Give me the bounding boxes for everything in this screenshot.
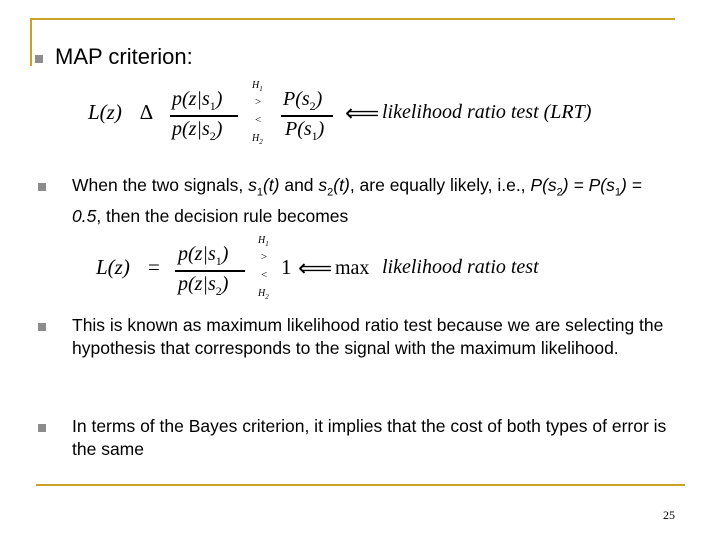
eq1-def-symbol: ∆	[140, 100, 153, 124]
top-border-line	[30, 18, 675, 20]
eq2-gt-symbol: >	[261, 251, 268, 263]
eq1-lt-symbol: <	[255, 114, 262, 126]
eq1-fraction-line-left	[170, 115, 238, 117]
eq1-left-arrow: ⟸	[345, 101, 380, 127]
eq1-lhs: L(z)	[88, 100, 122, 124]
eq1-hyp-top: $H_1$	[252, 80, 263, 93]
eq1-num-right: $P(s_2)$	[283, 88, 323, 113]
left-border-line	[30, 18, 32, 66]
eq2-hyp-bottom: $H_2$	[258, 288, 269, 301]
slide-title: MAP criterion:	[55, 44, 193, 69]
eq1-den-right: $P(s_1)$	[285, 118, 325, 143]
eq2-lhs: L(z)	[96, 255, 130, 279]
eq2-left-arrow: ⟸	[298, 256, 333, 282]
eq2-label: likelihood ratio test	[382, 256, 539, 278]
eq1-gt-symbol: >	[255, 96, 262, 108]
page-number: 25	[663, 508, 675, 522]
paragraph-max-likelihood: This is known as maximum likelihood ratio test because we are selecting the hypothesis that corresponds to the signal with the maximum likelihood.	[72, 315, 664, 358]
eq2-max: max	[335, 257, 370, 279]
eq2-equals: =	[148, 255, 160, 279]
bullet-icon	[35, 55, 43, 63]
paragraph-bayes-criterion: In terms of the Bayes criterion, it implies that the cost of both types of error is the same	[72, 416, 667, 459]
bullet-icon	[38, 424, 46, 432]
paragraph-equally-likely: When the two signals, $s_1(t)$ and $s_2(t)$, are equally likely, i.e., $P(s_2) = P(s_1) = 0.5$, then the decision rule becomes	[72, 175, 642, 226]
eq1-hyp-bottom: $H_2$	[252, 133, 263, 146]
eq1-den-left: $p(z|s_2)$	[172, 118, 223, 143]
bullet-icon	[38, 323, 46, 331]
eq2-denominator: $p(z|s_2)$	[178, 273, 229, 298]
bullet-icon	[38, 183, 46, 191]
eq1-label: likelihood ratio test (LRT)	[382, 101, 592, 123]
eq1-fraction-line-right	[281, 115, 333, 117]
eq1-num-left: $p(z|s_1)$	[172, 88, 223, 113]
eq2-rhs: 1	[281, 255, 292, 279]
eq2-lt-symbol: <	[261, 269, 268, 281]
bottom-border-line	[36, 484, 685, 486]
eq2-hyp-top: $H_1$	[258, 235, 269, 248]
eq2-numerator: $p(z|s_1)$	[178, 243, 229, 268]
eq2-fraction-line	[175, 270, 245, 272]
